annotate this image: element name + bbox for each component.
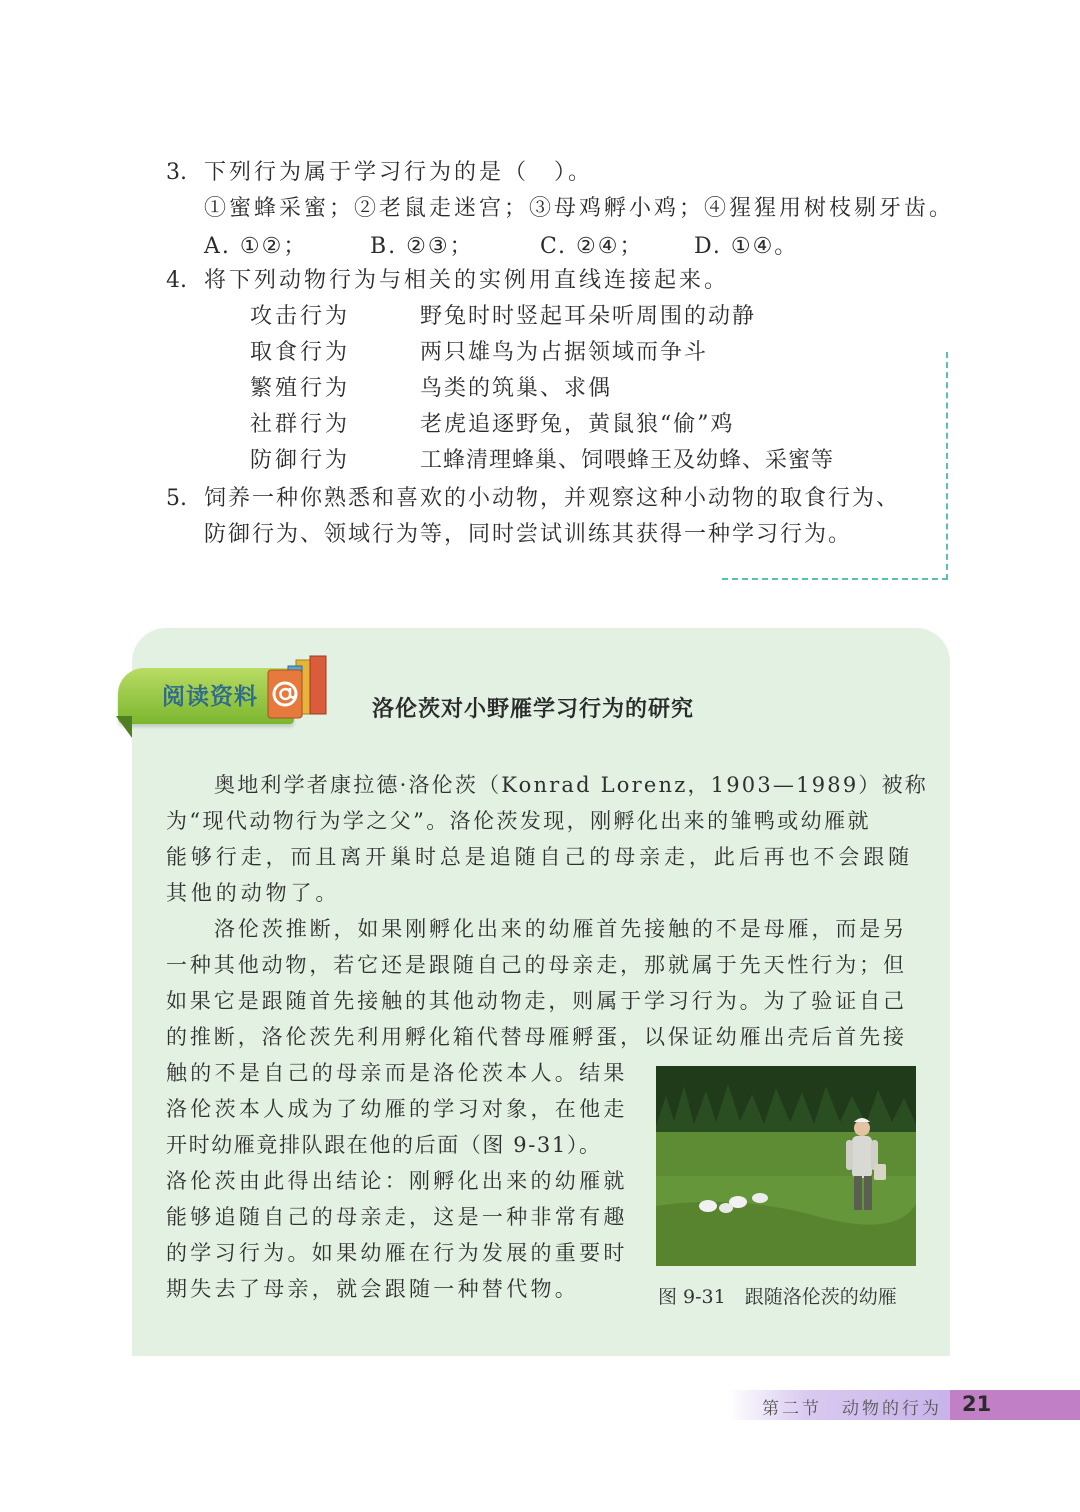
q4-right-item: 工蜂清理蜂巢、饲喂蜂王及幼蜂、采蜜等: [420, 448, 835, 473]
paragraph-line: 其他的动物了。: [166, 881, 341, 905]
scalloped-edge: [132, 1338, 950, 1360]
paragraph-line: 能够行走，而且离开巢时总是追随自己的母亲走，此后再也不会跟随: [166, 845, 913, 869]
reading-label: 阅读资料: [162, 684, 258, 710]
q5-line-1: 饲养一种你熟悉和喜欢的小动物，并观察这种小动物的取食行为、: [204, 486, 901, 511]
paragraph-line: 为“现代动物行为学之父”。洛伦茨发现，刚孵化出来的雏鸭或幼雁就: [166, 809, 871, 833]
paragraph-line: 触的不是自己的母亲而是洛伦茨本人。结果: [166, 1061, 628, 1085]
paragraph-line: 期失去了母亲，就会跟随一种替代物。: [166, 1277, 580, 1301]
paragraph-line: 洛伦茨推断，如果刚孵化出来的幼雁首先接触的不是母雁，而是另: [214, 917, 908, 941]
paragraph-line: 如果它是跟随首先接触的其他动物走，则属于学习行为。为了验证自己: [166, 989, 907, 1013]
q3-stem: 下列行为属于学习行为的是（ ）。: [204, 160, 594, 185]
q3-items: ①蜜蜂采蜜；②老鼠走迷宫；③母鸡孵小鸡；④猩猩用树枝剔牙齿。: [204, 196, 955, 221]
paragraph-line: 的学习行为。如果幼雁在行为发展的重要时: [166, 1241, 628, 1265]
q3-option-b: B. ②③；: [370, 234, 474, 259]
q5-line-2: 防御行为、领域行为等，同时尝试训练其获得一种学习行为。: [204, 522, 853, 547]
q4-left-item: 社群行为: [250, 412, 351, 437]
q4-right-item: 老虎追逐野兔，黄鼠狼“偷”鸡: [420, 412, 735, 437]
q4-stem: 将下列动物行为与相关的实例用直线连接起来。: [204, 268, 730, 293]
paragraph-line: 开时幼雁竟排队跟在他的后面（图 9-31）。: [166, 1133, 602, 1157]
figure-caption: 图 9-31 跟随洛伦茨的幼雁: [658, 1286, 897, 1308]
q4-left-item: 防御行为: [250, 448, 351, 473]
dashed-border-vertical: [946, 352, 948, 580]
paragraph-line: 一种其他动物，若它还是跟随自己的母亲走，那就属于先天性行为；但: [166, 953, 907, 977]
q4-left-item: 取食行为: [250, 340, 351, 365]
q4-left-item: 攻击行为: [250, 304, 351, 329]
q5-number: 5.: [166, 486, 187, 511]
paragraph-line: 洛伦茨由此得出结论：刚孵化出来的幼雁就: [166, 1169, 628, 1193]
reading-title: 洛伦茨对小野雁学习行为的研究: [372, 697, 695, 722]
page-number: 21: [962, 1392, 992, 1416]
q4-right-item: 两只雄鸟为占据领域而争斗: [420, 340, 709, 365]
q4-number: 4.: [166, 268, 187, 293]
q4-left-item: 繁殖行为: [250, 376, 351, 401]
paragraph-line: 洛伦茨本人成为了幼雁的学习对象，在他走: [166, 1097, 628, 1121]
photo-lorenz-with-geese: [656, 1066, 916, 1266]
ribbon-fold: [116, 716, 132, 738]
q3-number: 3.: [166, 160, 187, 185]
q3-option-d: D. ①④。: [694, 234, 799, 259]
dashed-border-horizontal: [722, 578, 948, 580]
paragraph-line: 的推断，洛伦茨先利用孵化箱代替母雁孵蛋，以保证幼雁出壳后首先接: [166, 1025, 907, 1049]
paragraph-line: 能够追随自己的母亲走，这是一种非常有趣: [166, 1205, 628, 1229]
q3-option-c: C. ②④；: [540, 234, 644, 259]
q4-right-item: 鸟类的筑巢、求偶: [420, 376, 613, 401]
q3-option-a: A. ①②；: [204, 234, 308, 259]
paragraph-line: 奥地利学者康拉德·洛伦茨（Konrad Lorenz，1903—1989）被称: [214, 773, 928, 797]
books-icon: [266, 654, 330, 720]
q4-right-item: 野兔时时竖起耳朵听周围的动静: [420, 304, 757, 329]
footer-section-title: 第二节 动物的行为: [762, 1399, 942, 1419]
